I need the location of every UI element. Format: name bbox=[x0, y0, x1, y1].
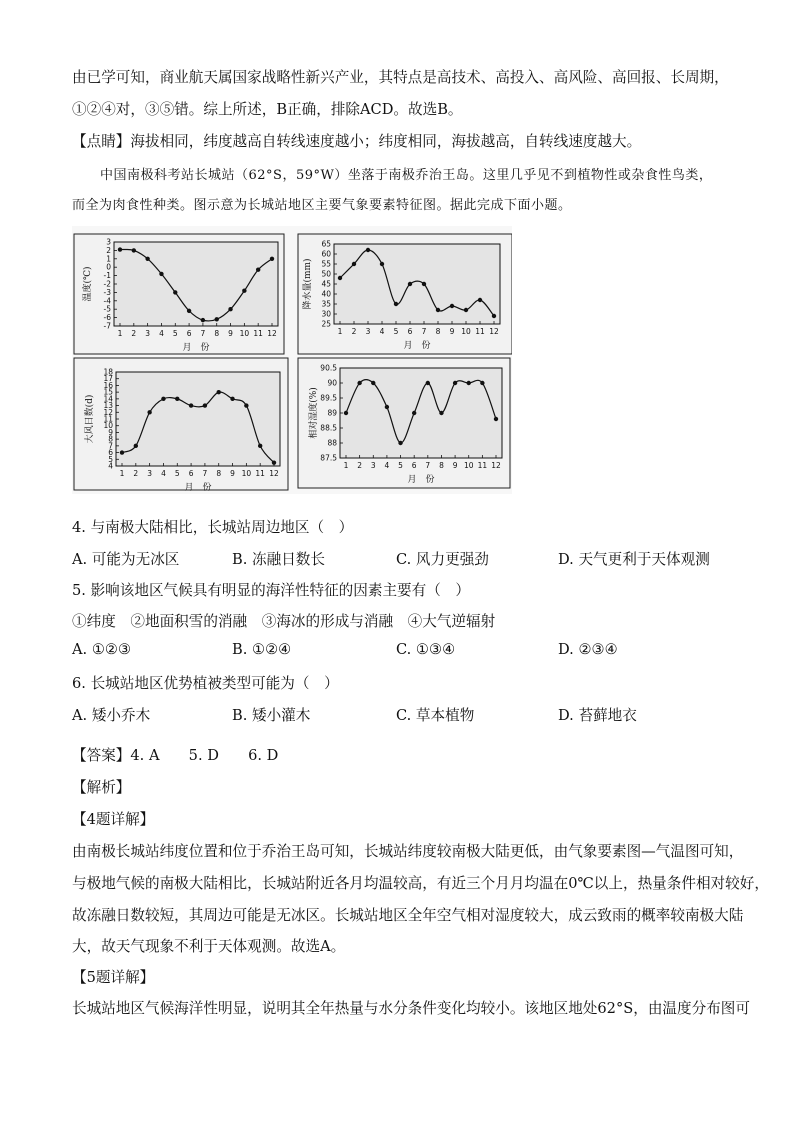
data-point bbox=[371, 381, 375, 385]
data-point bbox=[478, 298, 482, 302]
x-tick-label: 2 bbox=[131, 329, 137, 338]
q4-detail-heading: 【4题详解】 bbox=[72, 811, 155, 828]
x-tick-label: 7 bbox=[421, 327, 427, 336]
data-point bbox=[187, 309, 191, 313]
data-point bbox=[344, 411, 348, 415]
answer-line: 【答案】4. A 5. D 6. D bbox=[72, 747, 279, 764]
y-tick-label: 3 bbox=[106, 237, 111, 247]
data-point bbox=[173, 290, 177, 294]
x-tick-label: 8 bbox=[216, 469, 222, 478]
x-tick-label: 4 bbox=[159, 329, 164, 338]
data-point bbox=[439, 411, 443, 415]
x-tick-label: 2 bbox=[357, 461, 363, 470]
data-point bbox=[480, 381, 484, 385]
x-tick-label: 2 bbox=[133, 469, 139, 478]
x-tick-label: 4 bbox=[379, 327, 385, 336]
q4-option-a: A. 可能为无冰区 bbox=[72, 551, 180, 568]
data-point bbox=[426, 381, 430, 385]
q6-option-a: A. 矮小乔木 bbox=[72, 707, 151, 724]
data-point bbox=[175, 397, 179, 401]
x-tick-label: 12 bbox=[491, 461, 501, 470]
x-tick-label: 9 bbox=[228, 329, 233, 338]
chart-plot-bg bbox=[340, 368, 502, 458]
question-4: 4. 与南极大陆相比，长城站周边地区（ ） bbox=[72, 519, 354, 536]
x-tick-label: 7 bbox=[200, 329, 206, 338]
y-tick-label: 45 bbox=[321, 279, 331, 289]
material-line-2: 而全为肉食性种类。图示意为长城站地区主要气象要素特征图。据此完成下面小题。 bbox=[72, 198, 572, 213]
y-tick-label: -1 bbox=[103, 271, 111, 281]
x-tick-label: 11 bbox=[477, 461, 488, 470]
y-tick-label: -2 bbox=[103, 279, 111, 289]
y-tick-label: 5 bbox=[108, 454, 113, 464]
tip-line: 【点睛】海拔相同，纬度越高自转线速度越小；纬度相同，海拔越高，自转线速度越大。 bbox=[72, 133, 642, 150]
y-tick-label: 7 bbox=[108, 441, 113, 451]
data-point bbox=[203, 403, 207, 407]
y-tick-label: 2 bbox=[106, 245, 111, 255]
chart-plot-bg bbox=[334, 244, 500, 324]
y-tick-label: 18 bbox=[103, 367, 113, 377]
x-tick-label: 11 bbox=[253, 329, 263, 338]
data-point bbox=[492, 314, 496, 318]
x-tick-label: 1 bbox=[119, 469, 125, 478]
paragraph-line-1: 由已学可知，商业航天属国家战略性新兴产业，其特点是高技术、高投入、高风险、高回报、长周期， bbox=[72, 69, 729, 86]
data-point bbox=[453, 381, 457, 385]
analysis-line-5: 长城站地区气候海洋性明显，说明其全年热量与水分条件变化均较小。该地区地处62°S，由温度分布图可 bbox=[72, 1000, 750, 1017]
y-tick-label: 65 bbox=[321, 239, 331, 249]
y-tick-label: 10 bbox=[103, 421, 113, 431]
x-tick-label: 10 bbox=[239, 329, 250, 338]
x-tick-label: 9 bbox=[449, 327, 455, 336]
data-point bbox=[270, 257, 274, 261]
y-tick-label: -7 bbox=[103, 321, 111, 331]
q4-option-b: B. 冻融日数长 bbox=[232, 551, 325, 568]
y-tick-label: 50 bbox=[321, 269, 331, 279]
data-point bbox=[118, 247, 122, 251]
q4-option-c: C. 风力更强劲 bbox=[396, 551, 489, 568]
data-point bbox=[357, 381, 361, 385]
analysis-line-3: 故冻融日数较短，其周边可能是无冰区。长城站地区全年空气相对湿度较大，成云致雨的概率较南极大陆 bbox=[72, 907, 744, 924]
q5-option-c: C. ①③④ bbox=[396, 641, 456, 658]
chart-plot-bg bbox=[116, 372, 280, 466]
x-tick-label: 5 bbox=[393, 327, 399, 336]
x-tick-label: 11 bbox=[255, 469, 265, 478]
y-tick-label: 55 bbox=[321, 259, 331, 269]
x-tick-label: 1 bbox=[117, 329, 123, 338]
y-tick-label: 15 bbox=[103, 387, 113, 397]
data-point bbox=[159, 272, 163, 276]
y-tick-label: 89.5 bbox=[320, 393, 337, 403]
y-tick-label: 6 bbox=[108, 448, 113, 458]
x-tick-label: 1 bbox=[337, 327, 343, 336]
y-tick-label: 4 bbox=[108, 461, 113, 471]
data-point bbox=[272, 460, 276, 464]
x-tick-label: 6 bbox=[188, 469, 194, 478]
y-tick-label: 8 bbox=[108, 434, 113, 444]
paragraph-line-2: ①②④对，③⑤错。综上所述，B正确，排除ACD。故选B。 bbox=[72, 101, 463, 118]
q5-detail-heading: 【5题详解】 bbox=[72, 969, 155, 986]
y-tick-label: 90 bbox=[327, 378, 337, 388]
y-tick-label: 35 bbox=[321, 299, 331, 309]
data-point bbox=[398, 441, 402, 445]
data-point bbox=[244, 403, 248, 407]
y-tick-label: 40 bbox=[321, 289, 331, 299]
x-tick-label: 8 bbox=[439, 461, 444, 470]
x-tick-label: 6 bbox=[411, 461, 417, 470]
q6-option-b: B. 矮小灌木 bbox=[232, 707, 311, 724]
question-5: 5. 影响该地区气候具有明显的海洋性特征的因素主要有（ ） bbox=[72, 582, 471, 599]
data-point bbox=[450, 304, 454, 308]
data-point bbox=[256, 268, 260, 272]
data-point bbox=[436, 308, 440, 312]
x-axis-label: 月 份 bbox=[403, 341, 431, 351]
analysis-line-2: 与极地气候的南极大陆相比，长城站附近各月均温较高，有近三个月月均温在0℃以上，热量条件相对较好， bbox=[72, 875, 769, 892]
q4-option-d: D. 天气更利于天体观测 bbox=[558, 551, 710, 568]
data-point bbox=[385, 405, 389, 409]
data-point bbox=[494, 417, 498, 421]
x-tick-label: 9 bbox=[452, 461, 458, 470]
x-tick-label: 1 bbox=[343, 461, 349, 470]
x-tick-label: 2 bbox=[351, 327, 357, 336]
data-point bbox=[201, 318, 205, 322]
analysis-heading: 【解析】 bbox=[72, 779, 131, 796]
x-tick-label: 8 bbox=[435, 327, 441, 336]
x-tick-label: 10 bbox=[461, 327, 471, 336]
data-point bbox=[230, 397, 234, 401]
y-axis-label: 温度(℃) bbox=[83, 266, 93, 302]
x-tick-label: 6 bbox=[186, 329, 192, 338]
weather-chart-svg bbox=[72, 226, 512, 494]
x-tick-label: 3 bbox=[365, 327, 371, 336]
y-tick-label: -6 bbox=[103, 313, 111, 323]
y-tick-label: 14 bbox=[103, 394, 113, 404]
x-tick-label: 12 bbox=[489, 327, 499, 336]
material-line-1: 中国南极科考站长城站（62°S，59°W）坐落于南极乔治王岛。这里几乎见不到植物性或杂食性鸟类， bbox=[100, 168, 713, 183]
y-tick-label: 9 bbox=[108, 427, 113, 437]
analysis-line-1: 由南极长城站纬度位置和位于乔治王岛可知，长城站纬度较南极大陆更低，由气象要素图—气温图可知， bbox=[72, 843, 744, 860]
x-tick-label: 7 bbox=[425, 461, 431, 470]
y-tick-label: 88.5 bbox=[320, 423, 337, 433]
x-tick-label: 3 bbox=[145, 329, 151, 338]
data-point bbox=[408, 282, 412, 286]
q6-option-d: D. 苔藓地衣 bbox=[558, 707, 637, 724]
data-point bbox=[422, 282, 426, 286]
data-point bbox=[215, 317, 219, 321]
x-tick-label: 5 bbox=[174, 469, 180, 478]
data-point bbox=[394, 302, 398, 306]
y-tick-label: 89 bbox=[327, 408, 337, 418]
y-axis-label: 降水量(mm) bbox=[303, 258, 313, 310]
question-6: 6. 长城站地区优势植被类型可能为（ ） bbox=[72, 675, 339, 692]
y-tick-label: 1 bbox=[106, 254, 111, 264]
data-point bbox=[464, 308, 468, 312]
analysis-line-4: 大，故天气现象不利于天体观测。故选A。 bbox=[72, 938, 346, 955]
y-axis-label: 大风日数(d) bbox=[85, 394, 95, 444]
chart-plot-bg bbox=[114, 242, 278, 326]
weather-chart-figure bbox=[72, 226, 512, 494]
data-point bbox=[134, 444, 138, 448]
y-tick-label: -3 bbox=[103, 287, 111, 297]
y-axis-label: 相对湿度(%) bbox=[309, 387, 319, 439]
x-tick-label: 3 bbox=[370, 461, 376, 470]
data-point bbox=[189, 403, 193, 407]
x-tick-label: 3 bbox=[147, 469, 153, 478]
data-point bbox=[217, 390, 221, 394]
data-point bbox=[120, 450, 124, 454]
x-tick-label: 10 bbox=[463, 461, 474, 470]
q5-option-b: B. ①②④ bbox=[232, 641, 292, 658]
data-point bbox=[338, 276, 342, 280]
data-point bbox=[380, 262, 384, 266]
x-tick-label: 10 bbox=[241, 469, 252, 478]
y-tick-label: 90.5 bbox=[320, 363, 337, 373]
y-tick-label: 60 bbox=[321, 249, 331, 259]
data-point bbox=[145, 257, 149, 261]
y-tick-label: 16 bbox=[103, 380, 113, 390]
y-tick-label: 13 bbox=[103, 401, 113, 411]
x-tick-label: 11 bbox=[475, 327, 485, 336]
data-point bbox=[467, 381, 471, 385]
x-tick-label: 4 bbox=[161, 469, 166, 478]
x-tick-label: 6 bbox=[407, 327, 413, 336]
data-point bbox=[258, 444, 262, 448]
data-point bbox=[161, 397, 165, 401]
data-point bbox=[412, 411, 416, 415]
q5-option-d: D. ②③④ bbox=[558, 641, 618, 658]
data-point bbox=[147, 410, 151, 414]
x-tick-label: 9 bbox=[230, 469, 235, 478]
y-tick-label: 88 bbox=[327, 438, 337, 448]
x-axis-label: 月 份 bbox=[184, 483, 212, 493]
y-tick-label: 30 bbox=[321, 309, 331, 319]
y-tick-label: 11 bbox=[103, 414, 113, 424]
x-tick-label: 12 bbox=[269, 469, 279, 478]
data-point bbox=[352, 262, 356, 266]
y-tick-label: 0 bbox=[106, 262, 111, 272]
x-tick-label: 7 bbox=[202, 469, 208, 478]
y-tick-label: 87.5 bbox=[320, 453, 337, 463]
y-tick-label: 25 bbox=[321, 319, 331, 329]
x-axis-label: 月 份 bbox=[407, 475, 435, 485]
data-point bbox=[242, 289, 246, 293]
y-tick-label: -4 bbox=[103, 296, 111, 306]
x-axis-label: 月 份 bbox=[182, 343, 210, 353]
x-tick-label: 5 bbox=[398, 461, 403, 470]
y-tick-label: -5 bbox=[103, 304, 111, 314]
x-tick-label: 5 bbox=[172, 329, 178, 338]
data-point bbox=[366, 248, 370, 252]
data-point bbox=[132, 248, 136, 252]
data-point bbox=[228, 307, 232, 311]
q5-statements: ①纬度 ②地面积雪的消融 ③海冰的形成与消融 ④大气逆辐射 bbox=[72, 613, 496, 630]
x-tick-label: 4 bbox=[384, 461, 390, 470]
y-tick-label: 12 bbox=[103, 407, 113, 417]
x-tick-label: 12 bbox=[267, 329, 277, 338]
x-tick-label: 8 bbox=[214, 329, 220, 338]
y-tick-label: 17 bbox=[103, 374, 113, 384]
q5-option-a: A. ①②③ bbox=[72, 641, 132, 658]
q6-option-c: C. 草本植物 bbox=[396, 707, 475, 724]
